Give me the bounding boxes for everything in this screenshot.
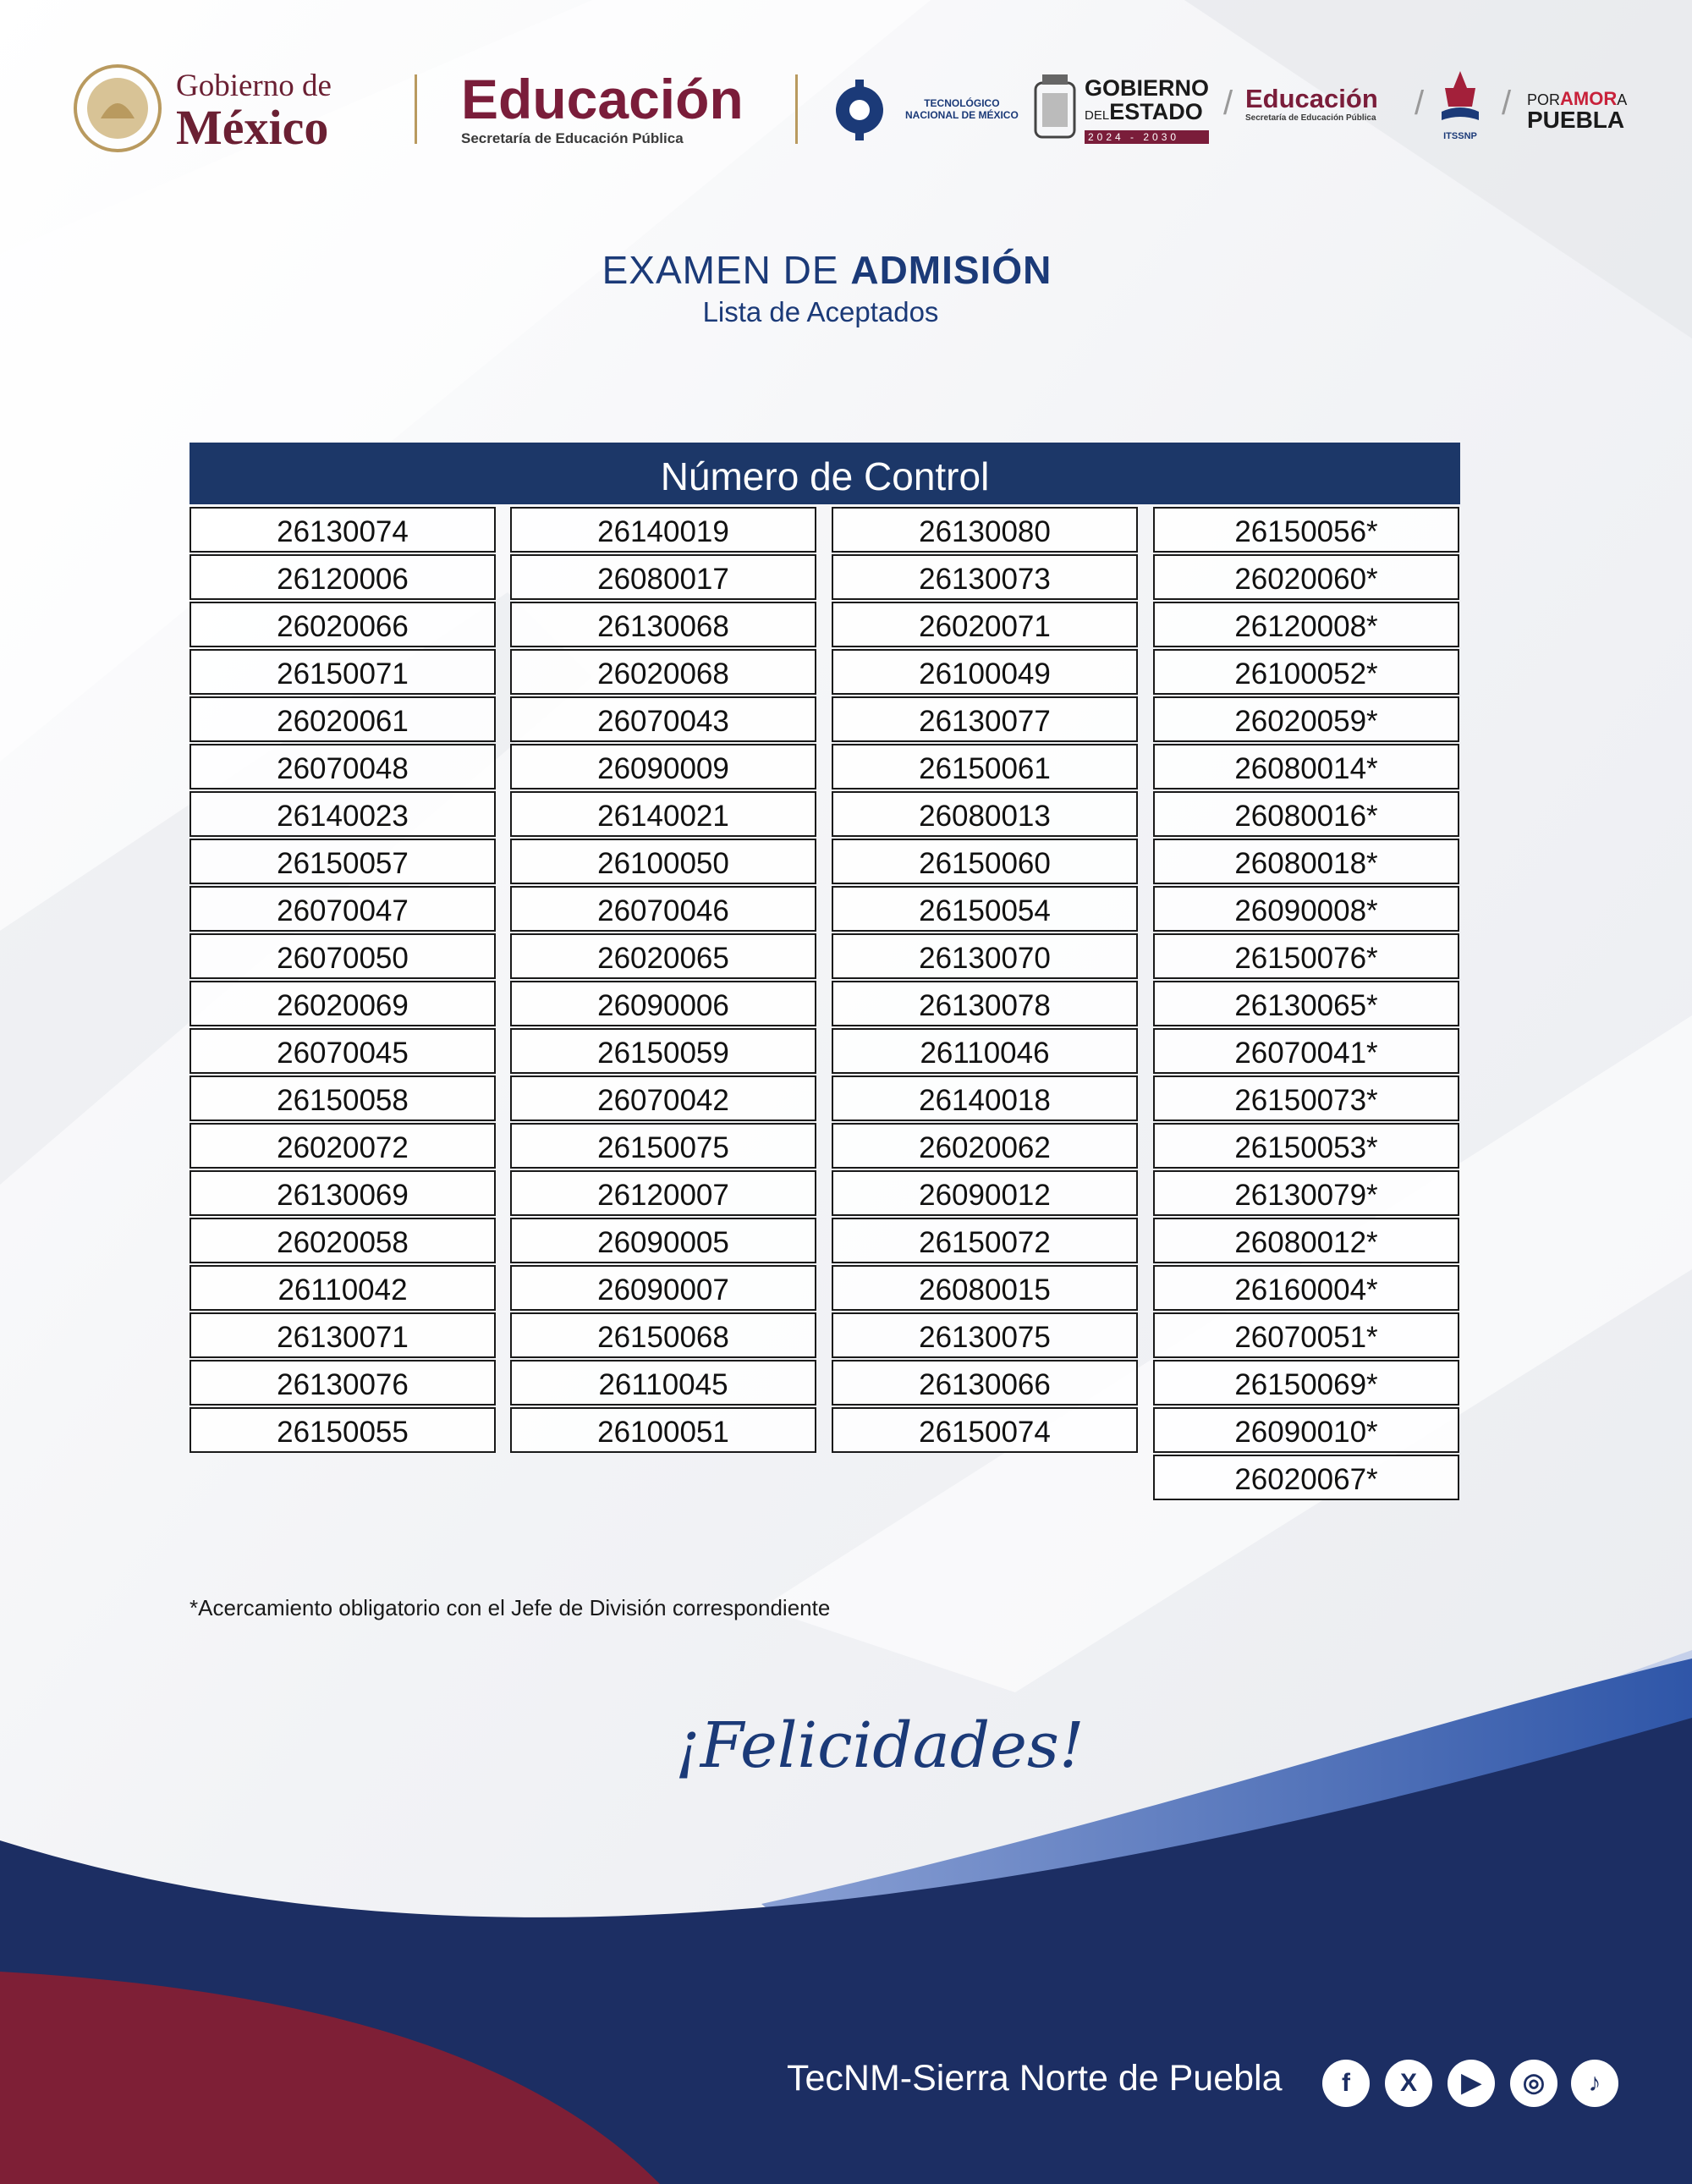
control-number-cell: 26090005 xyxy=(510,1218,816,1263)
itssnp-logo xyxy=(1434,69,1486,154)
control-number-cell: 26070042 xyxy=(510,1075,816,1121)
control-number-cell: 26140023 xyxy=(190,791,496,837)
page-subtitle: Lista de Aceptados xyxy=(702,296,939,327)
gobierno-de-mexico-logo xyxy=(176,69,332,155)
estado-line2: ESTADO xyxy=(1109,99,1203,124)
slash-separator: / xyxy=(1502,85,1512,122)
control-number-cell: 26150060 xyxy=(832,839,1138,884)
por-amor-a-puebla-logo xyxy=(1527,88,1628,133)
gob-line2: México xyxy=(176,100,329,155)
gobierno-estado-logo xyxy=(1085,76,1209,144)
control-number-cell: 26070050 xyxy=(190,933,496,979)
facebook-icon[interactable]: f xyxy=(1322,2060,1370,2107)
estado-line1: GOBIERNO xyxy=(1085,75,1210,101)
control-number-cell: 26020060* xyxy=(1153,554,1459,600)
educacion-estatal-logo xyxy=(1245,85,1378,123)
control-number-cell: 26130071 xyxy=(190,1312,496,1358)
control-number-cell: 26150068 xyxy=(510,1312,816,1358)
control-number-cell: 26070041* xyxy=(1153,1028,1459,1074)
control-number-cell: 26130068 xyxy=(510,602,816,647)
control-number-cell: 26090007 xyxy=(510,1265,816,1311)
control-number-cell: 26130070 xyxy=(832,933,1138,979)
control-number-cell: 26080013 xyxy=(832,791,1138,837)
control-number-cell: 26150055 xyxy=(190,1407,496,1453)
control-number-cell: 26020069 xyxy=(190,981,496,1026)
control-number-cell: 26130069 xyxy=(190,1170,496,1216)
control-number-cell: 26130073 xyxy=(832,554,1138,600)
control-number-cell: 26150059 xyxy=(510,1028,816,1074)
control-number-cell: 26020071 xyxy=(832,602,1138,647)
control-number-cell: 26070046 xyxy=(510,886,816,932)
slash-separator: / xyxy=(1415,85,1425,122)
control-number-cell: 26150057 xyxy=(190,839,496,884)
control-number-cell: 26150074 xyxy=(832,1407,1138,1453)
control-number-cell: 26160004* xyxy=(1153,1265,1459,1311)
puebla-crest-icon xyxy=(1030,71,1079,146)
control-number-cell: 26100049 xyxy=(832,649,1138,695)
control-number-cell: 26090010* xyxy=(1153,1407,1459,1453)
edu-small-title: Educación xyxy=(1245,84,1378,113)
title-bold: ADMISIÓN xyxy=(850,248,1052,292)
control-number-cell: 26100051 xyxy=(510,1407,816,1453)
control-number-cell: 26080014* xyxy=(1153,744,1459,789)
control-number-cell: 26100050 xyxy=(510,839,816,884)
control-number-cell: 26080018* xyxy=(1153,839,1459,884)
control-number-cell: 26150054 xyxy=(832,886,1138,932)
control-number-cell: 26150073* xyxy=(1153,1075,1459,1121)
control-number-cell: 26020067* xyxy=(1153,1455,1459,1500)
pap-amor: AMOR xyxy=(1560,88,1618,109)
control-number-cell: 26140018 xyxy=(832,1075,1138,1121)
itssnp-emblem-icon xyxy=(1438,69,1482,125)
control-number-cell: 26130080 xyxy=(832,507,1138,553)
control-number-cell: 26150061 xyxy=(832,744,1138,789)
pap-por: POR xyxy=(1527,91,1561,108)
educacion-subtitle: Secretaría de Educación Pública xyxy=(461,130,684,146)
slash-separator: / xyxy=(1223,85,1233,122)
control-number-cell: 26020066 xyxy=(190,602,496,647)
control-number-cell: 26150053* xyxy=(1153,1123,1459,1169)
control-number-cell: 26020072 xyxy=(190,1123,496,1169)
edu-small-subtitle: Secretaría de Educación Pública xyxy=(1245,113,1376,123)
control-number-cell: 26090006 xyxy=(510,981,816,1026)
divider xyxy=(415,74,417,144)
control-number-cell: 26020068 xyxy=(510,649,816,695)
control-number-cell: 26090008* xyxy=(1153,886,1459,932)
header-logos xyxy=(0,51,1692,169)
table-column-4 xyxy=(1153,507,1459,1502)
control-number-cell: 26020065 xyxy=(510,933,816,979)
control-number-cell: 26120006 xyxy=(190,554,496,600)
control-number-cell: 26130077 xyxy=(832,696,1138,742)
control-number-cell: 26080017 xyxy=(510,554,816,600)
table-header: Número de Control xyxy=(190,443,1460,504)
pap-a: A xyxy=(1617,91,1628,108)
control-number-cell: 26120007 xyxy=(510,1170,816,1216)
control-number-cell: 26140019 xyxy=(510,507,816,553)
itssnp-label: ITSSNP xyxy=(1443,131,1477,141)
control-number-cell: 26150075 xyxy=(510,1123,816,1169)
estado-del: DEL xyxy=(1085,108,1110,123)
control-number-cell: 26070045 xyxy=(190,1028,496,1074)
control-number-cell: 26090009 xyxy=(510,744,816,789)
control-number-cell: 26150056* xyxy=(1153,507,1459,553)
table-column-2 xyxy=(510,507,816,1455)
divider xyxy=(795,74,798,144)
control-number-cell: 26150076* xyxy=(1153,933,1459,979)
control-number-cell: 26130066 xyxy=(832,1360,1138,1406)
tecnm-logo-text xyxy=(905,97,1019,121)
control-number-cell: 26110046 xyxy=(832,1028,1138,1074)
x-icon[interactable]: X xyxy=(1385,2060,1432,2107)
control-number-cell: 26150058 xyxy=(190,1075,496,1121)
control-number-cell: 26080016* xyxy=(1153,791,1459,837)
control-number-cell: 26120008* xyxy=(1153,602,1459,647)
control-number-cell: 26070048 xyxy=(190,744,496,789)
page-title xyxy=(0,247,1654,293)
tiktok-icon[interactable]: ♪ xyxy=(1571,2060,1618,2107)
control-number-cell: 26020058 xyxy=(190,1218,496,1263)
pap-puebla: PUEBLA xyxy=(1527,107,1625,133)
title-prefix: EXAMEN DE xyxy=(602,248,851,292)
control-number-cell: 26100052* xyxy=(1153,649,1459,695)
control-number-cell: 26080012* xyxy=(1153,1218,1459,1263)
control-number-cell: 26110045 xyxy=(510,1360,816,1406)
control-number-cell: 26110042 xyxy=(190,1265,496,1311)
control-number-cell: 26020062 xyxy=(832,1123,1138,1169)
mexico-seal-icon xyxy=(72,63,163,154)
control-number-cell: 26140021 xyxy=(510,791,816,837)
tecnm-line1: TECNOLÓGICO xyxy=(924,97,1000,109)
instagram-icon[interactable]: ◎ xyxy=(1510,2060,1557,2107)
educacion-logo xyxy=(461,69,744,147)
control-number-cell: 26130074 xyxy=(190,507,496,553)
control-number-cell: 26070043 xyxy=(510,696,816,742)
control-number-cell: 26130065* xyxy=(1153,981,1459,1026)
control-number-cell: 26150071 xyxy=(190,649,496,695)
control-number-cell: 26130078 xyxy=(832,981,1138,1026)
estado-years: 2024 - 2030 xyxy=(1085,130,1209,144)
control-number-cell: 26070051* xyxy=(1153,1312,1459,1358)
control-number-cell: 26090012 xyxy=(832,1170,1138,1216)
gob-line1: Gobierno de xyxy=(176,69,332,103)
control-number-cell: 26020059* xyxy=(1153,696,1459,742)
youtube-icon[interactable]: ▶ xyxy=(1448,2060,1495,2107)
control-number-cell: 26080015 xyxy=(832,1265,1138,1311)
control-number-cell: 26130079* xyxy=(1153,1170,1459,1216)
control-number-cell: 26130075 xyxy=(832,1312,1138,1358)
educacion-title: Educación xyxy=(461,68,744,130)
control-number-cell: 26020061 xyxy=(190,696,496,742)
control-number-cell: 26150069* xyxy=(1153,1360,1459,1406)
footer-institution-name: TecNM-Sierra Norte de Puebla xyxy=(787,2058,1283,2099)
congratulations-text: ¡Felicidades! xyxy=(675,1709,1085,1782)
control-number-cell: 26070047 xyxy=(190,886,496,932)
footnote: *Acercamiento obligatorio con el Jefe de División correspondiente xyxy=(190,1595,831,1620)
table-column-1 xyxy=(190,507,496,1455)
tecnm-line2: NACIONAL DE MÉXICO xyxy=(905,109,1019,121)
table-column-3 xyxy=(832,507,1138,1455)
control-number-cell: 26150072 xyxy=(832,1218,1138,1263)
control-number-cell: 26130076 xyxy=(190,1360,496,1406)
tecnm-gear-icon xyxy=(833,74,886,146)
